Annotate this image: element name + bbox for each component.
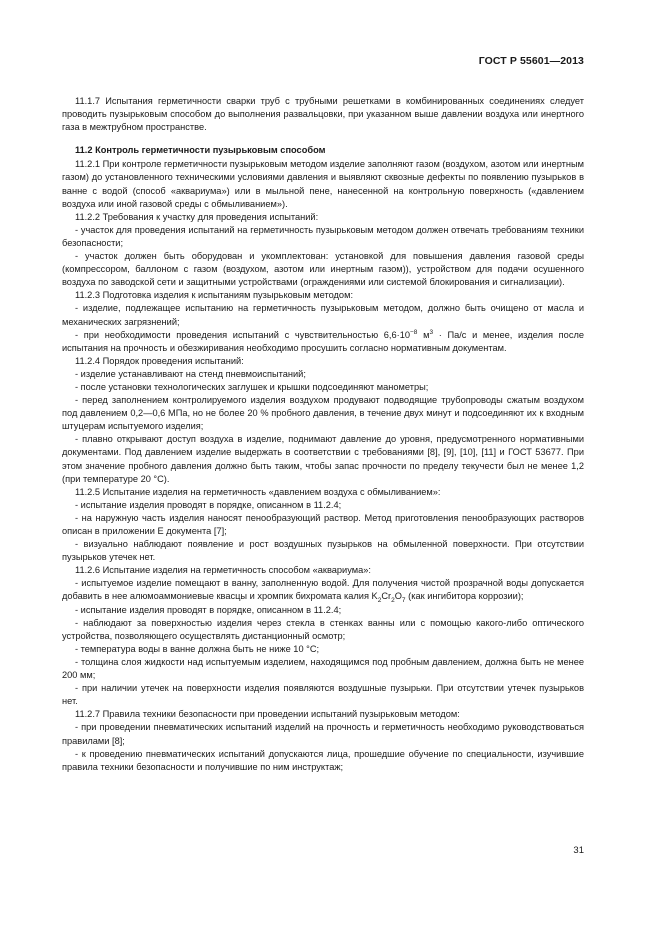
- list-item: - испытание изделия проводят в порядке, описанном в 11.2.4;: [75, 604, 342, 615]
- list-item: - на наружную часть изделия наносят пенообразующий раствор. Метод приготовления пенообразующих растворов описан в приложении Е документа [7];: [62, 512, 584, 536]
- subscript: 2: [391, 597, 395, 605]
- text-run: - при необходимости проведения испытаний с чувствительностью 6,6·10: [75, 329, 411, 340]
- list-item: - при наличии утечек на поверхности изделия появляются воздушные пузырьки. При отсутствии утечек пузырьков нет.: [62, 683, 584, 707]
- exponent: 3: [429, 328, 434, 336]
- list-item: - наблюдают за поверхностью изделия через стекла в стенках ванны или с помощью какого-либо оптического устройства, позволяющего осуществлять дистанционный осмотр;: [62, 617, 584, 641]
- paragraph-11-2-4-title: 11.2.4 Порядок проведения испытаний:: [75, 355, 244, 366]
- paragraph-11-2-2-title: 11.2.2 Требования к участку для проведения испытаний:: [75, 211, 319, 222]
- list-item-aquarium: [62, 577, 584, 603]
- paragraph-11-2-7-title: 11.2.7 Правила техники безопасности при проведении испытаний пузырьковым методом:: [75, 709, 460, 720]
- list-item: - испытание изделия проводят в порядке, описанном в 11.2.4;: [75, 499, 342, 510]
- list-item: - изделие устанавливают на стенд пневмоиспытаний;: [75, 368, 306, 379]
- page-number: 31: [573, 845, 584, 856]
- text-run: (как ингибитора коррозии);: [405, 591, 524, 602]
- subscript: 7: [401, 597, 406, 605]
- list-item: - участок для проведения испытаний на герметичность пузырьковым методом должен отвечать требованиям техники безопасности;: [62, 224, 584, 248]
- list-item: - изделие, подлежащее испытанию на герметичность пузырьковым методом, должно быть очищено от масла и механических загрязнений;: [62, 303, 584, 327]
- list-item: - температура воды в ванне должна быть не ниже 10 °С;: [75, 643, 320, 654]
- document-header: ГОСТ Р 55601—2013: [478, 55, 584, 67]
- exponent: −8: [410, 328, 418, 336]
- list-item: - при проведении пневматических испытаний изделий на прочность и герметичность необходимо руководствоваться правилами [8];: [62, 722, 584, 746]
- paragraph-11-2-3-title: 11.2.3 Подготовка изделия к испытаниям пузырьковым методом:: [75, 290, 354, 301]
- list-item-sensitivity: [62, 329, 584, 355]
- paragraph-11-2-1: 11.2.1 При контроле герметичности пузырьковым методом изделие заполняют газом (воздухом, азотом или инертным газом) до установленного техническими условиями давления и выявляют сквозные дефекты по появлению пузырьков в ванне с водой (способ «аквариума») или в мыльной пене, нанесенной на контрольную поверхность («давлением воздуха или иной газовой среды с обмыливанием»).: [62, 159, 584, 209]
- list-item: - к проведению пневматических испытаний допускаются лица, прошедшие обучение по специальности, изучившие правила техники безопасности и получившие по ним инструктаж;: [62, 748, 584, 772]
- text-run: · Па/с и менее, изделия после испытания на прочность и обезжиривания необходимо просушить согласно нормативным документам.: [62, 329, 584, 353]
- list-item: - после установки технологических заглушек и крышки подсоединяют манометры;: [75, 381, 429, 392]
- list-item: - визуально наблюдают появление и рост воздушных пузырьков на обмыленной поверхности. При отсутствии пузырьков утечек нет.: [62, 539, 584, 563]
- text-run: O: [394, 591, 402, 602]
- list-item: - плавно открывают доступ воздуха в изделие, поднимают давление до уровня, предусмотренного нормативными документами. Под давлением изделие выдержать в соответствии с требованиями [8], [9], [10], [11] и ГОСТ 53677. При этом значение пробного давления должно быть таким, чтобы запас прочности по пределу текучести был не менее 1,2 (при температуре 20 °С).: [62, 434, 584, 484]
- list-item: - участок должен быть оборудован и укомплектован: установкой для повышения давления газовой среды (компрессором, баллоном с газом (воздухом, азотом или инертным газом)), устройством для подачи осушенного воздуха по заводской сети и защитными устройствами (ограждениями или системой блокирования и сигнализации).: [62, 251, 584, 288]
- paragraph-11-2-6-title: 11.2.6 Испытание изделия на герметичность способом «аквариума»:: [75, 565, 371, 576]
- subscript: 2: [377, 597, 382, 605]
- list-item: - толщина слоя жидкости над испытуемым изделием, находящимся под пробным давлением, должна быть не менее 200 мм;: [62, 656, 584, 681]
- section-heading: 11.2 Контроль герметичности пузырьковым способом: [75, 145, 326, 156]
- text-run: Cr: [381, 591, 392, 602]
- list-item: - перед заполнением контролируемого изделия воздухом продувают подводящие трубопроводы сжатым воздухом под давлением 0,2—0,6 МПа, но не более 20 % пробного давления, в течение двух минут и подсоединяют их к входным штуцерам испытуемого изделия;: [62, 395, 584, 432]
- page-body: [62, 95, 584, 774]
- text-run: м: [417, 329, 430, 340]
- text-run: - испытуемое изделие помещают в ванну, заполненную водой. Для получения чистой прозрачной воды допускается добавить в нее алюмоаммониевые квасцы и хромпик бихромата калия K: [62, 578, 584, 602]
- paragraph-11-1-7: 11.1.7 Испытания герметичности сварки труб с трубными решетками в комбинированных соединениях следует проводить пузырьковым способом до выполнения развальцовки, при указанном выше давлении воздуха или инертного газа в межтрубном пространстве.: [62, 96, 584, 133]
- paragraph-11-2-5-title: 11.2.5 Испытание изделия на герметичность «давлением воздуха с обмыливанием»:: [75, 486, 441, 497]
